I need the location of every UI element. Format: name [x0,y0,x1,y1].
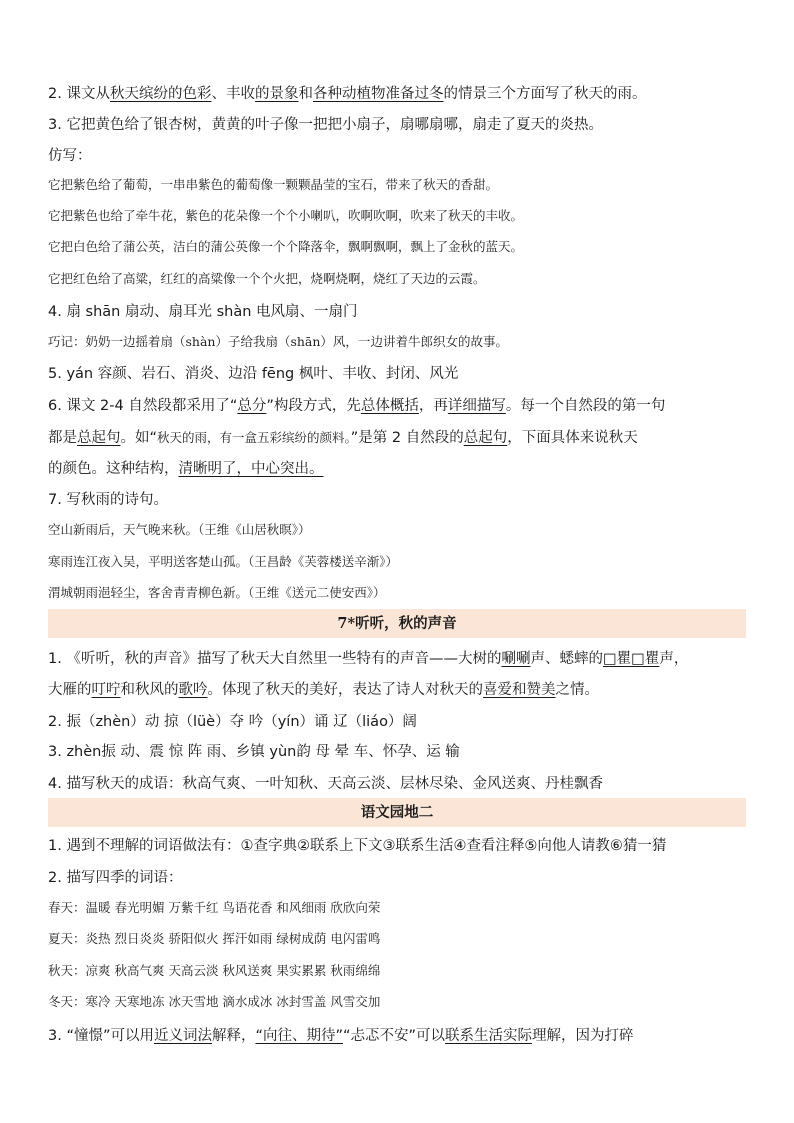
imitation-sentence-grape: 它把紫色给了葡萄，一串串紫色的葡萄像一颗颗晶莹的宝石，带来了秋天的香甜。 [48,177,499,192]
item-7-poems-heading: 7. 写秋雨的诗句。 [48,492,168,508]
garden-item-1-methods: 1. 遇到不理解的词语做法有：①查字典②联系上下文③联系生活④查看注释⑤向他人请教⑥猜一猜 [48,838,667,854]
poem-line-shanju-qiuming: 空山新雨后，天气晚来秋。（王维《山居秋暝》） [48,522,311,537]
section-heading-yuwen-yuandi: 语文园地二 [48,798,746,827]
poem-line-song-yuaner: 渭城朝雨浥轻尘，客舍青青柳色新。（王维《送元二使安西》） [48,585,386,600]
item-6-structure-line-1: 6. 课文 2-4 自然段都采用了“总分”构段方式，先总体概括，再详细描写。每一个自然段的第一句 [48,398,666,414]
mnemonic-tip: 巧记：奶奶一边摇着扇（shàn）子给我扇（shān）风，一边讲着牛郎织女的故事。 [48,334,508,349]
poem-line-furonglou: 寒雨连江夜入吴，平明送客楚山孤。（王昌龄《芙蓉楼送辛渐》） [48,554,399,569]
lesson7-item-4-idioms: 4. 描写秋天的成语：秋高气爽、一叶知秋、天高云淡、层林尽染、金风送爽、丹桂飘香 [48,776,603,792]
item-5-homophones: 5. yán 容颜、岩石、消炎、边沿 fēng 枫叶、丰收、封闭、风光 [48,366,459,382]
imitation-sentence-morning-glory: 它把紫色也给了牵牛花，紫色的花朵像一个个小喇叭，吹啊吹啊，吹来了秋天的丰收。 [48,208,524,223]
garden-item-2-heading: 2. 描写四季的词语： [48,870,183,886]
garden-item-3-explanation: 3. “憧憬”可以用近义词法解释，“向往、期待”“忐忑不安”可以联系生活实际理解，因为打碎 [48,1028,634,1044]
imitation-label: 仿写： [48,148,92,164]
item-4-polyphone-shan: 4. 扇 shān 扇动、扇耳光 shàn 电风扇、一扇门 [48,304,358,320]
lesson7-item-1-line-1: 1. 《听听，秋的声音》描写了秋天大自然里一些特有的声音——大树的唰唰声、蟋蟀的□瞿□瞿声， [48,651,689,667]
item-6-structure-line-3: 的颜色。这种结构，清晰明了，中心突出。 [48,461,324,477]
lesson7-item-2-pinyin: 2. 振（zhèn）动 掠（lüè）夺 吟（yín）诵 辽（liáo）阔 [48,714,417,730]
season-words-spring: 春天：温暖 春光明媚 万紫千红 鸟语花香 和风细雨 欣欣向荣 [48,900,381,915]
item-6-structure-line-2: 都是总起句。如“秋天的雨，有一盒五彩缤纷的颜料。”是第 2 自然段的总起句，下面具体来说秋天 [48,430,638,446]
lesson7-item-1-line-2: 大雁的叮咛和秋风的歌吟。体现了秋天的美好，表达了诗人对秋天的喜爱和赞美之情。 [48,682,599,698]
section-heading-lesson-7: 7*听听，秋的声音 [48,609,746,638]
imitation-sentence-sorghum: 它把红色给了高粱，红红的高粱像一个个火把，烧啊烧啊，烧红了天边的云霞。 [48,271,486,286]
season-words-winter: 冬天：寒冷 天寒地冻 冰天雪地 滴水成冰 冰封雪盖 风雪交加 [48,994,381,1009]
item-3-ginkgo-sentence: 3. 它把黄色给了银杏树，黄黄的叶子像一把把小扇子，扇哪扇哪，扇走了夏天的炎热。 [48,117,603,133]
item-2-rain-aspects: 2. 课文从秋天缤纷的色彩、丰收的景象和各种动植物准备过冬的情景三个方面写了秋天的雨。 [48,86,647,102]
season-words-summer: 夏天：炎热 烈日炎炎 骄阳似火 挥汗如雨 绿树成荫 电闪雷鸣 [48,931,381,946]
season-words-autumn: 秋天：凉爽 秋高气爽 天高云淡 秋风送爽 果实累累 秋雨绵绵 [48,963,381,978]
lesson7-item-3-homophones: 3. zhèn振 动、震 惊 阵 雨、乡镇 yùn韵 母 晕 车、怀孕、运 输 [48,744,460,760]
imitation-sentence-dandelion: 它把白色给了蒲公英，洁白的蒲公英像一个个降落伞，飘啊飘啊，飘上了金秋的蓝天。 [48,239,524,254]
